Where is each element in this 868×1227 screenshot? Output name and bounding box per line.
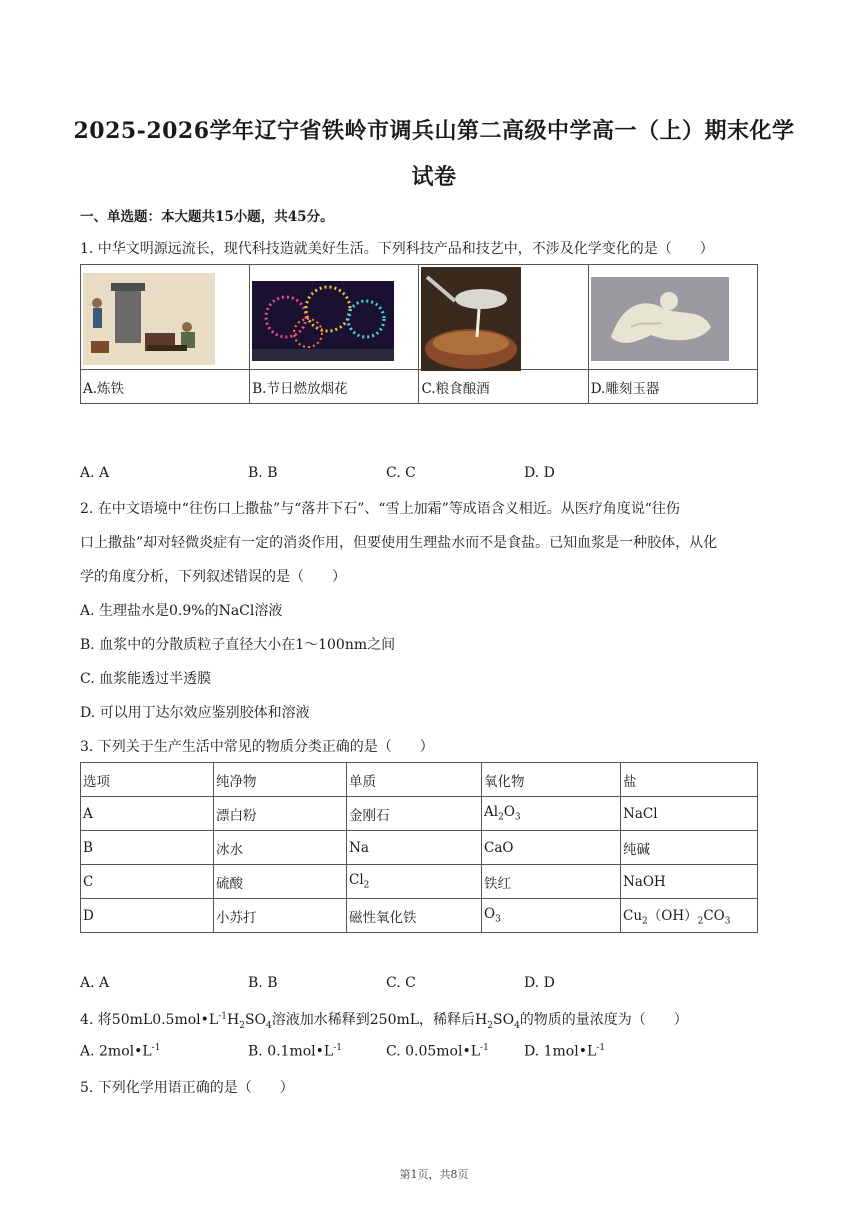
- section-heading: 一、单选题：本大题共15小题，共45分。: [80, 209, 334, 225]
- table-cell: Na: [347, 831, 482, 865]
- question-1-options: [80, 465, 780, 481]
- question-2-line1: 2. 在中文语境中“往伤口上撒盐”与“落井下石”、“雪上加霜”等成语含义相近。从医疗角度说“往伤: [80, 501, 680, 517]
- table-cell: 纯碱: [621, 831, 758, 865]
- question-2-line2: 口上撒盐”却对轻微炎症有一定的消炎作用，但要使用生理盐水而不是食盐。已知血浆是一种胶体，从化: [80, 535, 718, 551]
- q1-option-b[interactable]: B. B: [248, 465, 278, 481]
- question-3-options: [80, 975, 780, 991]
- page-footer: 第1页，共8页: [399, 1168, 469, 1181]
- ironmaking-illustration: [83, 273, 215, 365]
- caption-b: B.节日燃放烟花: [250, 370, 419, 404]
- table-row: [81, 865, 758, 899]
- header-pure-substance: 纯净物: [214, 763, 347, 797]
- q2-option-b[interactable]: B. 血浆中的分散质粒子直径大小在1～100nm之间: [80, 637, 396, 653]
- q2-option-a[interactable]: A. 生理盐水是0.9%的NaCl溶液: [80, 603, 283, 619]
- question-5-text: 5. 下列化学用语正确的是（ ）: [80, 1080, 294, 1096]
- header-option: 选项: [81, 763, 214, 797]
- q3-option-b[interactable]: B. B: [248, 975, 278, 991]
- table-cell: A: [81, 797, 214, 831]
- table-header-row: [81, 763, 758, 797]
- header-oxide: 氧化物: [482, 763, 621, 797]
- table-row: [81, 797, 758, 831]
- winemaking-illustration: [421, 267, 521, 371]
- q4-option-a[interactable]: A. $2mol•L^{-1}$: [80, 1043, 161, 1060]
- header-element: 单质: [347, 763, 482, 797]
- table-cell: 磁性氧化铁: [347, 899, 482, 933]
- table-row: [81, 831, 758, 865]
- q1-option-d[interactable]: D. D: [524, 465, 555, 481]
- question-4-text: 4. 将$50mL0.5mol•L^{-1}H_2SO_4$溶液加水稀释到250mL，稀释后$H_2SO_4$的物质的量浓度为（ ）: [80, 1011, 688, 1031]
- table-cell: 冰水: [214, 831, 347, 865]
- caption-c: C.粮食酿酒: [419, 370, 588, 404]
- question-1-image-table: [80, 264, 758, 404]
- q3-option-c[interactable]: C. C: [386, 975, 416, 991]
- table-cell: 漂白粉: [214, 797, 347, 831]
- jade-carving-illustration: [591, 277, 729, 361]
- q4-option-d[interactable]: D. $1mol•L^{-1}$: [524, 1043, 606, 1060]
- q1-option-c[interactable]: C. C: [386, 465, 416, 481]
- q1-option-a[interactable]: A. A: [80, 465, 110, 481]
- question-3-table: [80, 762, 758, 933]
- image-cell-jade-carving: [588, 265, 757, 370]
- caption-a: A.炼铁: [81, 370, 250, 404]
- fireworks-illustration: [252, 281, 394, 361]
- image-cell-ironmaking: [81, 265, 250, 370]
- table-row: [81, 899, 758, 933]
- question-2-line3: 学的角度分析，下列叙述错误的是（ ）: [80, 569, 346, 585]
- document-title-line1: 2025-2026学年辽宁省铁岭市调兵山第二高级中学高一（上）期末化学: [73, 118, 795, 144]
- table-cell: $Cu_2(OH)_2CO_3$: [621, 899, 758, 933]
- q4-option-b[interactable]: B. $0.1mol•L^{-1}$: [248, 1043, 342, 1060]
- q3-option-a[interactable]: A. A: [80, 975, 110, 991]
- caption-d: D.雕刻玉器: [588, 370, 757, 404]
- table-cell: 小苏打: [214, 899, 347, 933]
- table-cell: CaO: [482, 831, 621, 865]
- question-4-options: [80, 1043, 780, 1060]
- table-cell: NaOH: [621, 865, 758, 899]
- table-cell: $Cl_2$: [347, 865, 482, 899]
- question-3-text: 3. 下列关于生产生活中常见的物质分类正确的是（ ）: [80, 739, 434, 755]
- question-1-text: 1. 中华文明源远流长，现代科技造就美好生活。下列科技产品和技艺中，不涉及化学变化的是（ ）: [80, 241, 714, 257]
- image-cell-fireworks: [250, 265, 419, 370]
- table-cell: $O_3$: [482, 899, 621, 933]
- table-cell: C: [81, 865, 214, 899]
- q2-option-c[interactable]: C. 血浆能透过半透膜: [80, 671, 212, 687]
- table-cell: 铁红: [482, 865, 621, 899]
- table-cell: $Al_2O_3$: [482, 797, 621, 831]
- table-cell: B: [81, 831, 214, 865]
- table-cell: 硫酸: [214, 865, 347, 899]
- q3-option-d[interactable]: D. D: [524, 975, 555, 991]
- table-cell: D: [81, 899, 214, 933]
- q4-option-c[interactable]: C. $0.05mol•L^{-1}$: [386, 1043, 489, 1060]
- document-title-line2: 试卷: [411, 164, 457, 190]
- q2-option-d[interactable]: D. 可以用丁达尔效应鉴别胶体和溶液: [80, 705, 310, 721]
- image-cell-winemaking: [419, 265, 588, 370]
- table-cell: NaCl: [621, 797, 758, 831]
- header-salt: 盐: [621, 763, 758, 797]
- table-cell: 金刚石: [347, 797, 482, 831]
